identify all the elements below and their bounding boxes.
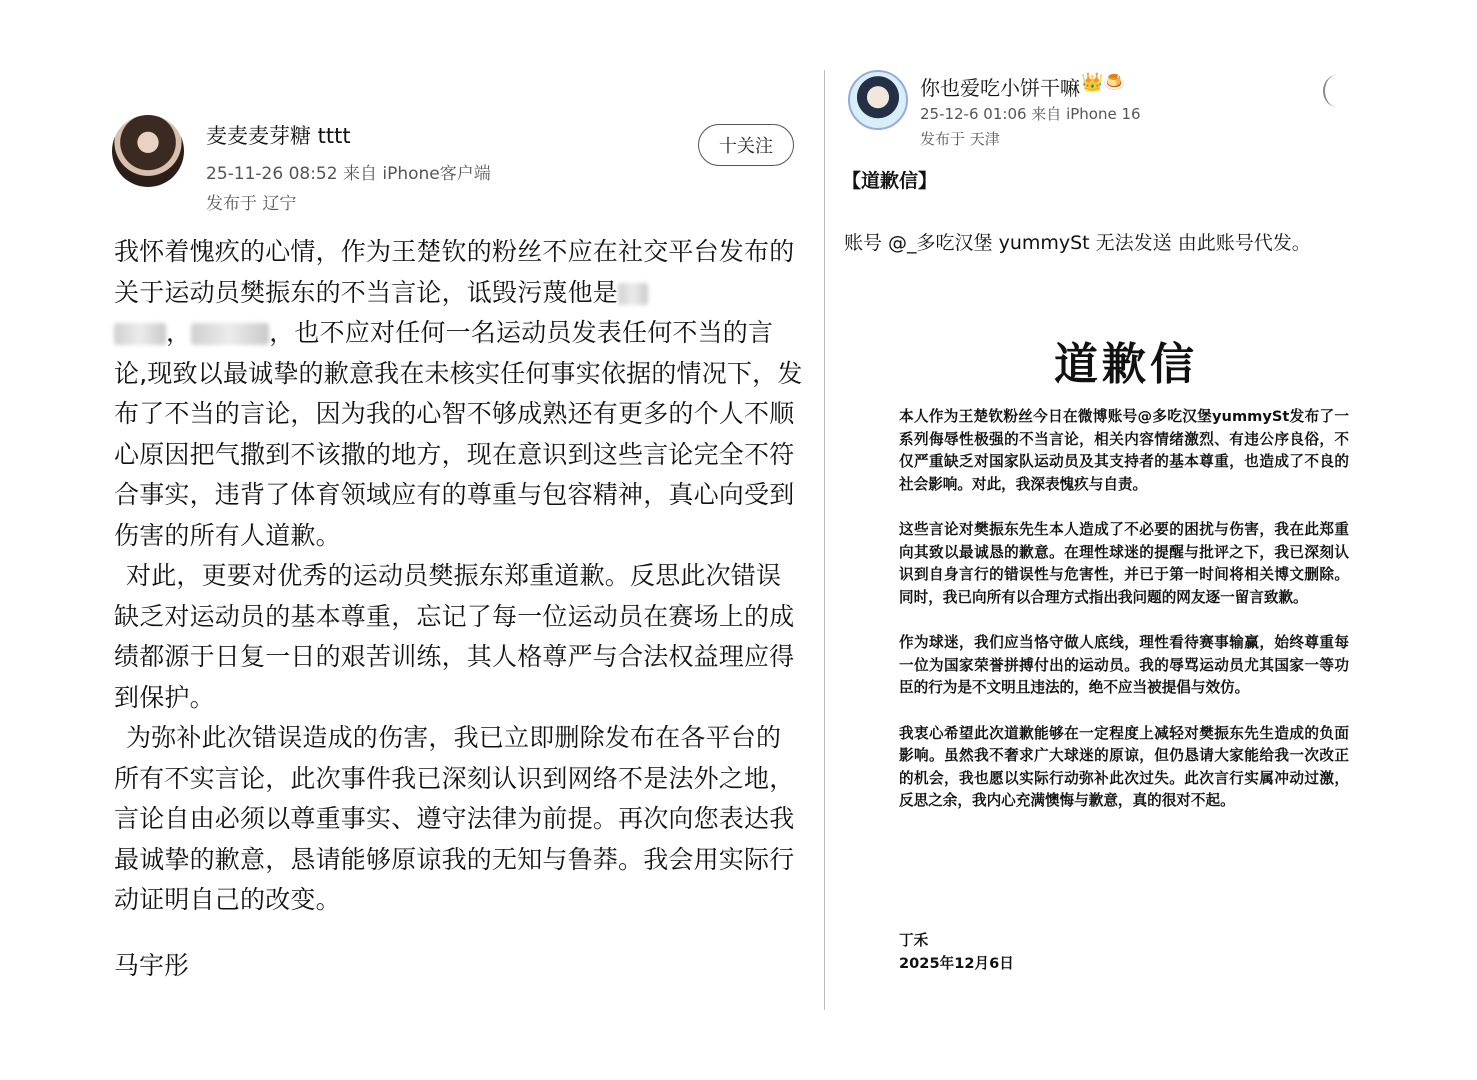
follow-button[interactable]: 十关注 xyxy=(698,124,794,166)
paragraph-text: ，也不应对任何一名运动员发表任何不当的言论,现致以最诚挚的歉意我在未核实任何事实依据的情况下，发布了不当的言论，因为我的心智不够成熟还有更多的个人不顺心原因把气撒到不该撒的地方，现在意识到这些言论完全不符合事实，违背了体育领域应有的尊重与包容精神，真心向受到伤害的所有人道歉。 xyxy=(114,318,803,550)
redacted-text xyxy=(618,283,648,305)
redacted-text xyxy=(191,323,269,345)
post-paragraph: 为弥补此次错误造成的伤害，我已立即删除发布在各平台的所有不实言论，此次事件我已深刻认识到网络不是法外之地，言论自由必须以尊重事实、遵守法律为前提。再次向您表达我最诚挚的歉意，恳请能够原谅我的无知与鲁莽。我会用实际行动证明自己的改变。 xyxy=(114,723,795,914)
avatar[interactable] xyxy=(848,70,908,130)
loading-arc-icon xyxy=(1323,75,1351,107)
post-relay-note: 账号 @_多吃汉堡 yummySt 无法发送 由此账号代发。 xyxy=(844,232,1311,254)
redacted-text xyxy=(114,323,166,345)
post-paragraph xyxy=(114,232,804,556)
post-paragraph: 对此，更要对优秀的运动员樊振东郑重道歉。反思此次错误缺乏对运动员的基本尊重，忘记了每一位运动员在赛场上的成绩都源于日复一日的艰苦训练，其人格尊严与合法权益理应得到保护。 xyxy=(114,561,795,712)
letter-title: 道歉信 xyxy=(1054,339,1198,390)
letter-paragraph: 作为球迷，我们应当恪守做人底线，理性看待赛事输赢，始终尊重每一位为国家荣誉拼搏付出的运动员。我的辱骂运动员尤其国家一等功臣的行为是不文明且违法的，绝不应当被提倡与效仿。 xyxy=(899,634,1349,696)
column-divider xyxy=(824,70,825,1010)
post-meta: 25-11-26 08:52 来自 iPhone客户端 xyxy=(206,164,491,184)
post-body xyxy=(114,232,804,921)
post-location: 发布于 天津 xyxy=(920,130,1000,148)
paragraph-text: ， xyxy=(166,318,192,347)
right-post xyxy=(826,0,1477,1080)
post-tag: 【道歉信】 xyxy=(842,170,938,192)
letter-body xyxy=(899,406,1349,836)
paragraph-text: 我怀着愧疚的心情，作为王楚钦的粉丝不应在社交平台发布的关于运动员樊振东的不当言论，诋毁污蔑他是 xyxy=(114,237,795,307)
badge-icon: 👑🍮 xyxy=(1081,72,1126,93)
letter-paragraph: 这些言论对樊振东先生本人造成了不必要的困扰与伤害，我在此郑重向其致以最诚恳的歉意。在理性球迷的提醒与批评之下，我已深刻认识到自身言行的错误性与危害性，并已于第一时间将相关博文删除。同时，我已向所有以合理方式指出我问题的网友逐一留言致歉。 xyxy=(899,521,1349,606)
username[interactable]: 你也爱吃小饼干嘛 xyxy=(920,76,1080,100)
post-location: 发布于 辽宁 xyxy=(206,194,297,214)
post-meta: 25-12-6 01:06 来自 iPhone 16 xyxy=(920,105,1141,123)
avatar[interactable] xyxy=(112,115,184,187)
post-signature: 马宇彤 xyxy=(114,951,190,980)
letter-date: 2025年12月6日 xyxy=(899,954,1014,972)
letter-signature xyxy=(899,930,1014,975)
letter-paragraph: 本人作为王楚钦粉丝今日在微博账号@多吃汉堡yummySt发布了一系列侮辱性极强的不当言论，相关内容情绪激烈、有违公序良俗，不仅严重缺乏对国家队运动员及其支持者的基本尊重，也造成了不良的社会影响。对此，我深表愧疚与自责。 xyxy=(899,408,1349,493)
letter-signer: 丁禾 xyxy=(899,932,929,949)
letter-paragraph: 我衷心希望此次道歉能够在一定程度上减轻对樊振东先生造成的负面影响。虽然我不奢求广大球迷的原谅，但仍恳请大家能给我一次改正的机会，我也愿以实际行动弥补此次过失。此次言行实属冲动过激，反思之余，我内心充满懊悔与歉意，真的很对不起。 xyxy=(899,724,1349,809)
username[interactable]: 麦麦麦芽糖 tttt xyxy=(206,124,351,148)
